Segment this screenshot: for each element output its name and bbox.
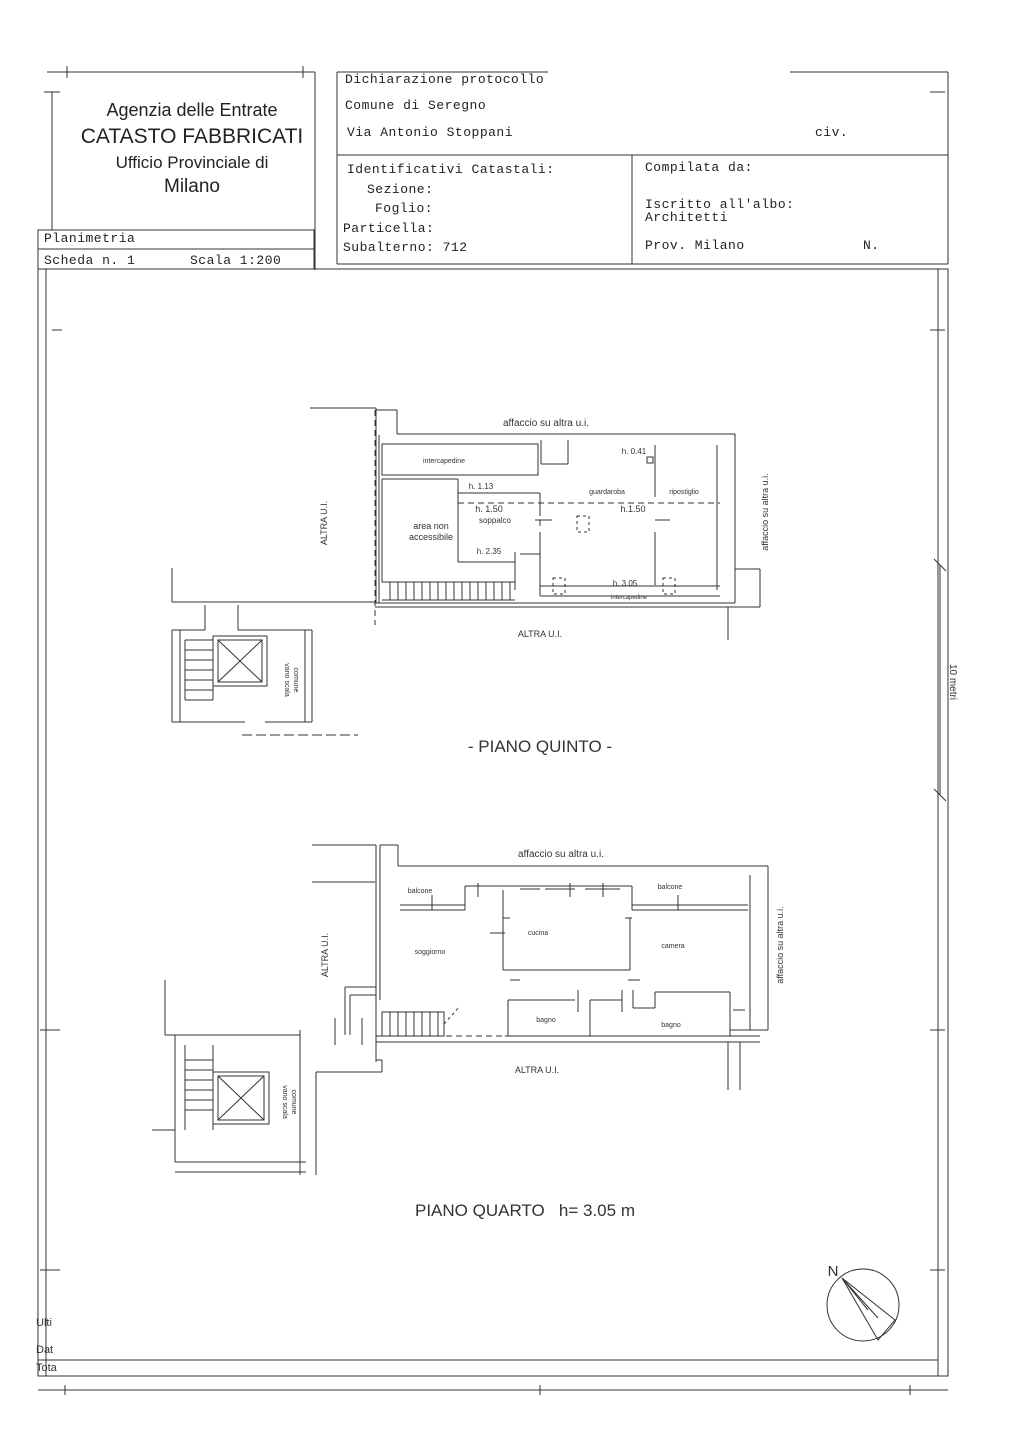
stairwell-quarto bbox=[152, 980, 306, 1175]
quarto-title: PIANO QUARTO h= 3.05 m bbox=[415, 1201, 635, 1220]
scheda-label: Scheda n. 1 bbox=[44, 253, 136, 268]
quarto-altra-left: ALTRA U.I. bbox=[320, 932, 330, 978]
quinto-h041: h. 0.41 bbox=[621, 447, 647, 456]
protocol-label: Dichiarazione protocollo bbox=[345, 72, 545, 87]
sezione-label: Sezione: bbox=[367, 182, 434, 197]
stairwell-quinto bbox=[172, 605, 358, 735]
quinto-intercapedine-top: intercapedine bbox=[422, 458, 466, 465]
quarto-soggiorno: soggiorno bbox=[414, 949, 446, 956]
identificativi-label: Identificativi Catastali: bbox=[347, 162, 555, 177]
quarto-bagno-1: bagno bbox=[536, 1017, 556, 1024]
scale-label: 10 metri bbox=[947, 663, 958, 701]
quinto-affaccio-top: affaccio su altra u.i. bbox=[503, 418, 589, 429]
quarto-cucina: cucina bbox=[527, 930, 549, 937]
quarto-affaccio-top: affaccio su altra u.i. bbox=[518, 849, 604, 860]
office-city: Milano bbox=[164, 176, 220, 197]
quinto-guardaroba: guardaroba bbox=[589, 489, 625, 496]
quinto-vano-2: comune bbox=[292, 667, 299, 693]
quinto-h305: h. 3.05 bbox=[612, 579, 638, 588]
quarto-balcone-left: balcone bbox=[407, 888, 433, 895]
comune-label: Comune di Seregno bbox=[345, 98, 487, 113]
planimetria-label: Planimetria bbox=[44, 231, 136, 246]
quinto-h235: h. 2.35 bbox=[476, 547, 502, 556]
footer-fragment-2: Dat bbox=[36, 1344, 54, 1356]
agency-name: Agenzia delle Entrate bbox=[106, 100, 278, 120]
subalterno-label: Subalterno: 712 bbox=[343, 240, 468, 255]
quinto-affaccio-side: affaccio su altra u.i. bbox=[760, 473, 770, 551]
office-label: Ufficio Provinciale di bbox=[115, 153, 269, 172]
quinto-altra-bottom: ALTRA U.I. bbox=[517, 629, 563, 639]
compilata-label: Compilata da: bbox=[645, 160, 753, 175]
quinto-intercapedine-bottom: intercapedine bbox=[610, 595, 648, 601]
quarto-balcone-right: balcone bbox=[657, 884, 683, 891]
n-label: N. bbox=[863, 238, 880, 253]
quinto-ripostiglio: ripostiglio bbox=[669, 489, 699, 496]
foglio-label: Foglio: bbox=[375, 201, 434, 216]
quinto-vano-1: vano scala bbox=[283, 663, 290, 697]
footer-fragment-1: Ulti bbox=[36, 1317, 52, 1329]
quarto-altra-bottom: ALTRA U.I. bbox=[514, 1065, 560, 1075]
catasto-title: CATASTO FABBRICATI bbox=[80, 125, 304, 148]
prov-label: Prov. Milano bbox=[645, 238, 745, 253]
plan-piano-quarto bbox=[152, 845, 768, 1175]
address-label: Via Antonio Stoppani bbox=[347, 125, 514, 140]
quarto-vano-2: comune bbox=[290, 1089, 297, 1115]
quinto-area-non-2: accessibile bbox=[408, 532, 454, 542]
quinto-soppalco: soppalco bbox=[478, 516, 512, 525]
particella-label: Particella: bbox=[343, 221, 435, 236]
quarto-bagno-2: bagno bbox=[661, 1022, 681, 1029]
scale-bar bbox=[934, 559, 946, 801]
albo-label: Architetti bbox=[645, 210, 729, 225]
sheet-frame bbox=[38, 269, 948, 1395]
quinto-h150a: h. 1.50 bbox=[475, 504, 503, 514]
quinto-area-non-1: area non bbox=[413, 521, 449, 531]
quarto-affaccio-side: affaccio su altra u.i. bbox=[775, 906, 785, 984]
quinto-title: - PIANO QUINTO - bbox=[467, 737, 613, 756]
quarto-camera: camera bbox=[661, 943, 685, 950]
plan-piano-quinto bbox=[172, 408, 760, 735]
iscritto-label: Iscritto all'albo: bbox=[645, 197, 795, 212]
civ-label: civ. bbox=[815, 125, 849, 140]
quinto-altra-left: ALTRA U.I. bbox=[319, 500, 329, 546]
footer-fragment-3: Tota bbox=[36, 1362, 57, 1374]
quinto-h113: h. 1.13 bbox=[468, 482, 494, 491]
scala-label: Scala 1:200 bbox=[190, 253, 282, 268]
quinto-h150b: h.1.50 bbox=[620, 504, 646, 514]
north-label: N bbox=[827, 1263, 839, 1280]
header-frame bbox=[38, 66, 948, 270]
quarto-vano-1: vano scala bbox=[281, 1085, 288, 1119]
